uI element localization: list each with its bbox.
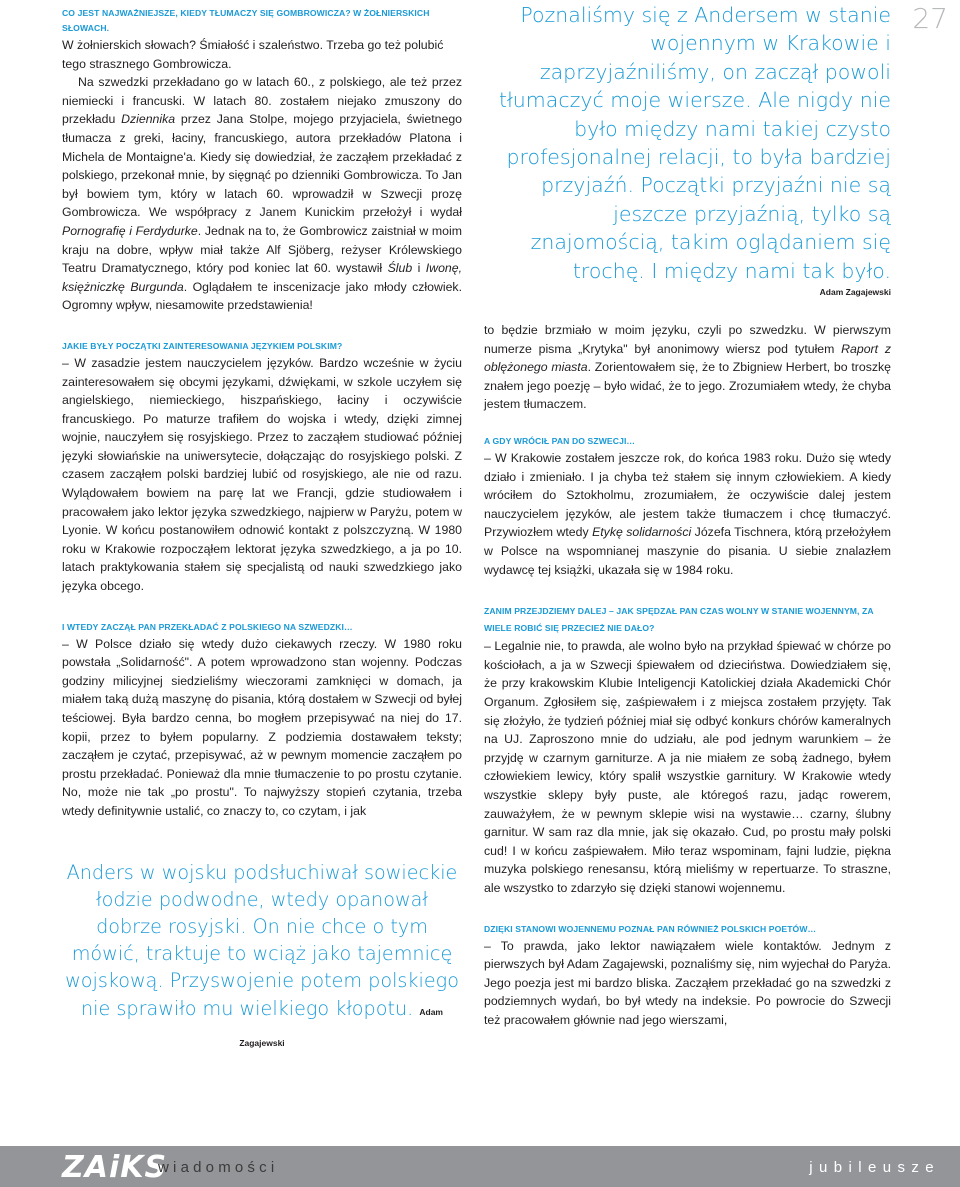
section-heading: JAKIE BYŁY POCZĄTKI ZAINTERESOWANIA JĘZYKIEM POLSKIM? (62, 340, 343, 351)
section-heading: DZIĘKI STANOWI WOJENNEMU POZNAŁ PAN RÓWNIEŻ POLSKICH POETÓW… (484, 923, 817, 934)
paragraph: – W Krakowie zostałem jeszcze rok, do końca 1983 roku. Dużo się wtedy działo i zmieniało. I ja chyba też stałem się innym człowiekiem. A kiedy wróciłem do Sztokholmu, zrozumiałem, że oczywiście dalej jestem nauczycielem języków, ale jestem także tłumaczem i chcę tłumaczyć. Przywiozłem wtedy Etykę solidarności Józefa Tischnera, którą przełożyłem w Polsce na wspomnianej maszynie do pisania. U siebie znalazłem wydawcę tej książki, ukazała się w 1984 roku. (484, 451, 891, 577)
paragraph: – W zasadzie jestem nauczycielem języków. Bardzo wcześnie w życiu zainteresowałem się obcymi językami, dźwiękami, w szkole uczyłem się angielskiego, niemieckiego, hiszpańskiego, łaciny i oczywiście francuskiego. Po maturze trafiłem do wojska i wtedy, dzięki zimnej wojnie, nauczyłem się rosyjskiego. Przez to zacząłem studiować później języki słowiańskie na uniwersytecie, dołączając do rosyjskiego polski. Z czasem zacząłem polski bardziej lubić od rosyjskiego, ale nie od razu. Wylądowałem bowiem na parę lat we Francji, gdzie studiowałem i pracowałem jako lektor języka szwedzkiego, najpierw w Paryżu, potem w Lyonie. W końcu postanowiłem odnowić kontakt z polszczyzną. W 1980 roku w Krakowie rozpocząłem lektorat języka szwedzkiego, a ja po 10. latach praktykowania stałem się specjalistą od nauki szwedzkiego jako języka obcego. (62, 355, 462, 594)
quote-author: Adam Zagajewski (239, 1006, 443, 1048)
section-heading: CO JEST NAJWAŻNIEJSZE, KIEDY TŁUMACZY SIĘ GOMBROWICZA? W ŻOŁNIERSKICH SŁOWACH. (62, 8, 430, 33)
paragraph: – Legalnie nie, to prawda, ale wolno było na przykład śpiewać w chórze po kościołach, a ja w Szwecji śpiewałem od dzieciństwa. Dowiedziałem się, że przy krakowskim Klubie Inteligencji Katolickiej działa Akademicki Chór Organum. Zgłosiłem się, zaśpiewałem i z miejsca zostałem przyjęty. Tak się złożyło, że tydzień później miał się odbyć konkurs chórów kameralnych na UJ. Zaproszono mnie do udziału, ale pod jednym warunkiem – że przyjdę w czarnym garniturze. A ja nie miałem ze sobą żadnego, byłem człowiekiem lewicy, który spalił wszystkie garnitury. W Krakowie wtedy wszystkie sklepy były puste, ale któregoś razu, jadąc rowerem, zauważyłem, że w pewnym sklepie wisi na wystawie… czarny, ślubny garnitur. W sam raz dla mnie, jak się okazało. Cud, po prostu mały polski cud! I w końcu zaśpiewałem. Miło teraz wspominam, fajni ludzie, piękna muzyka polskiego renesansu, którą mieliśmy w repertuarze. To straszne, ale wszystko to zdarzyło się dzięki stanowi wojennemu. (484, 639, 891, 895)
right-column (484, 0, 891, 1029)
zaiks-logo: ZAiKS (62, 1150, 168, 1185)
pull-quote: Poznaliśmy się z Andersem w stanie wojennym w Krakowie i zaprzyjaźniliśmy, on zaczął powoli tłumaczyć moje wiersze. Ale nigdy nie było między nami takiej czysto profesjonalnej relacji, to była bardziej przyjaźń. Początki przyjaźni nie są jeszcze przyjaźnią, tylko są znajomością, takim oglądaniem się trochę. I między nami tak było. (498, 3, 891, 283)
footer-publication-label: wiadomości (158, 1159, 279, 1176)
section-heading: ZANIM PRZEJDZIEMY DALEJ – JAK SPĘDZAŁ PAN CZAS WOLNY W STANIE WOJENNYM, ZA WIELE ROBIĆ SIĘ PRZECIEŻ NIE DAŁO? (484, 606, 874, 634)
paragraph: – To prawda, jako lektor nawiązałem wiele kontaktów. Jednym z pierwszych był Adam Zagajewski, poznaliśmy się, nim wyjechał do Paryża. Jego poezja jest mi bardzo bliska. Zacząłem przekładać go na szwedzki z podziemnych wydań, bo był wtedy na indeksie. Po powrocie do Szwecji też pracowałem głównie nad jego wierszami, (484, 938, 891, 1027)
quote-author: Adam Zagajewski (819, 287, 891, 298)
pull-quote: Anders w wojsku podsłuchiwał sowieckie łodzie podwodne, wtedy opanował dobrze rosyjski. On nie chce o tym mówić, traktuje to wciąż jako tajemnicę wojskową. Przyswojenie potem polskiego nie sprawiło mu wielkiego kłopotu. Adam Zagajewski (65, 860, 459, 1048)
paragraph: Na szwedzki przekładano go w latach 60., z polskiego, ale też przez niemiecki i francuski. W latach 80. zostałem niejako zmuszony do przekładu Dziennika przez Jana Stolpe, mojego przyjaciela, świetnego tłumacza z greki, łaciny, francuskiego, autora przekładów Platona i Michela de Montaigne'a. Kiedy się dowiedział, że zacząłem przekładać z polskiego, przekonał mnie, by sięgnąć po dzienniki Gombrowicza. To Jan był bowiem tym, który w latach 60. wprowadził w Szwecji prozę Gombrowicza. We współpracy z Janem Kunickim przełożył i wydał Pornografię i Ferdydurke. Jednak na to, że Gombrowicz zaistniał w moim kraju na dobre, wpływ miał także Alf Sjöberg, reżyser Królewskiego Teatru Dramatycznego, który pod koniec lat 60. wystawił Ślub i Iwonę, księżniczkę Burgunda. Oglądałem te inscenizacje jako młody człowiek. Ogromny wpływ, niesamowite przedstawienia! (62, 75, 462, 313)
section-heading: A GDY WRÓCIŁ PAN DO SZWECJI… (484, 436, 636, 447)
footer-bar (0, 1146, 960, 1187)
footer-section-label: jubileusze (809, 1159, 940, 1176)
paragraph: W żołnierskich słowach? Śmiałość i szaleństwo. Trzeba go też polubić tego strasznego Gombrowicza. (62, 38, 444, 71)
page-number: 27 (912, 2, 948, 35)
left-column (62, 0, 462, 1057)
paragraph: – W Polsce działo się wtedy dużo ciekawych rzeczy. W 1980 roku powstała „Solidarność". A potem wprowadzono stan wojenny. Podczas godziny milicyjnej siedzieliśmy wieczorami zamknięci w domach, ja miałem taką dużą maszynę do pisania, którą dostałem w Szwecji od byłej teściowej. Była bardzo cenna, bo mogłem przepisywać na niej do 17. kopii, przez to byłem popularny. Z podziemia dostawałem teksty; zacząłem je czytać, przepisywać, aż w pewnym momencie zacząłem po prostu przekładać. Ponieważ dla mnie tłumaczenie to po prostu czytanie. No, może nie tak „po prostu". To najwyższy stopień czytania, trzeba wtedy definitywnie ustalić, co znaczy to, co czytam, i jak (62, 636, 462, 818)
section-heading: I WTEDY ZACZĄŁ PAN PRZEKŁADAĆ Z POLSKIEGO NA SZWEDZKI… (62, 621, 353, 632)
paragraph: to będzie brzmiało w moim języku, czyli po szwedzku. W pierwszym numerze pisma „Krytyka" był anonimowy wiersz pod tytułem Raport z oblężonego miasta. Zorientowałem się, że to Zbigniew Herbert, bo troszkę znałem jego poezję – było widać, że to jego. Zrozumiałem wtedy, że chyba jestem tłumaczem. (484, 323, 892, 412)
